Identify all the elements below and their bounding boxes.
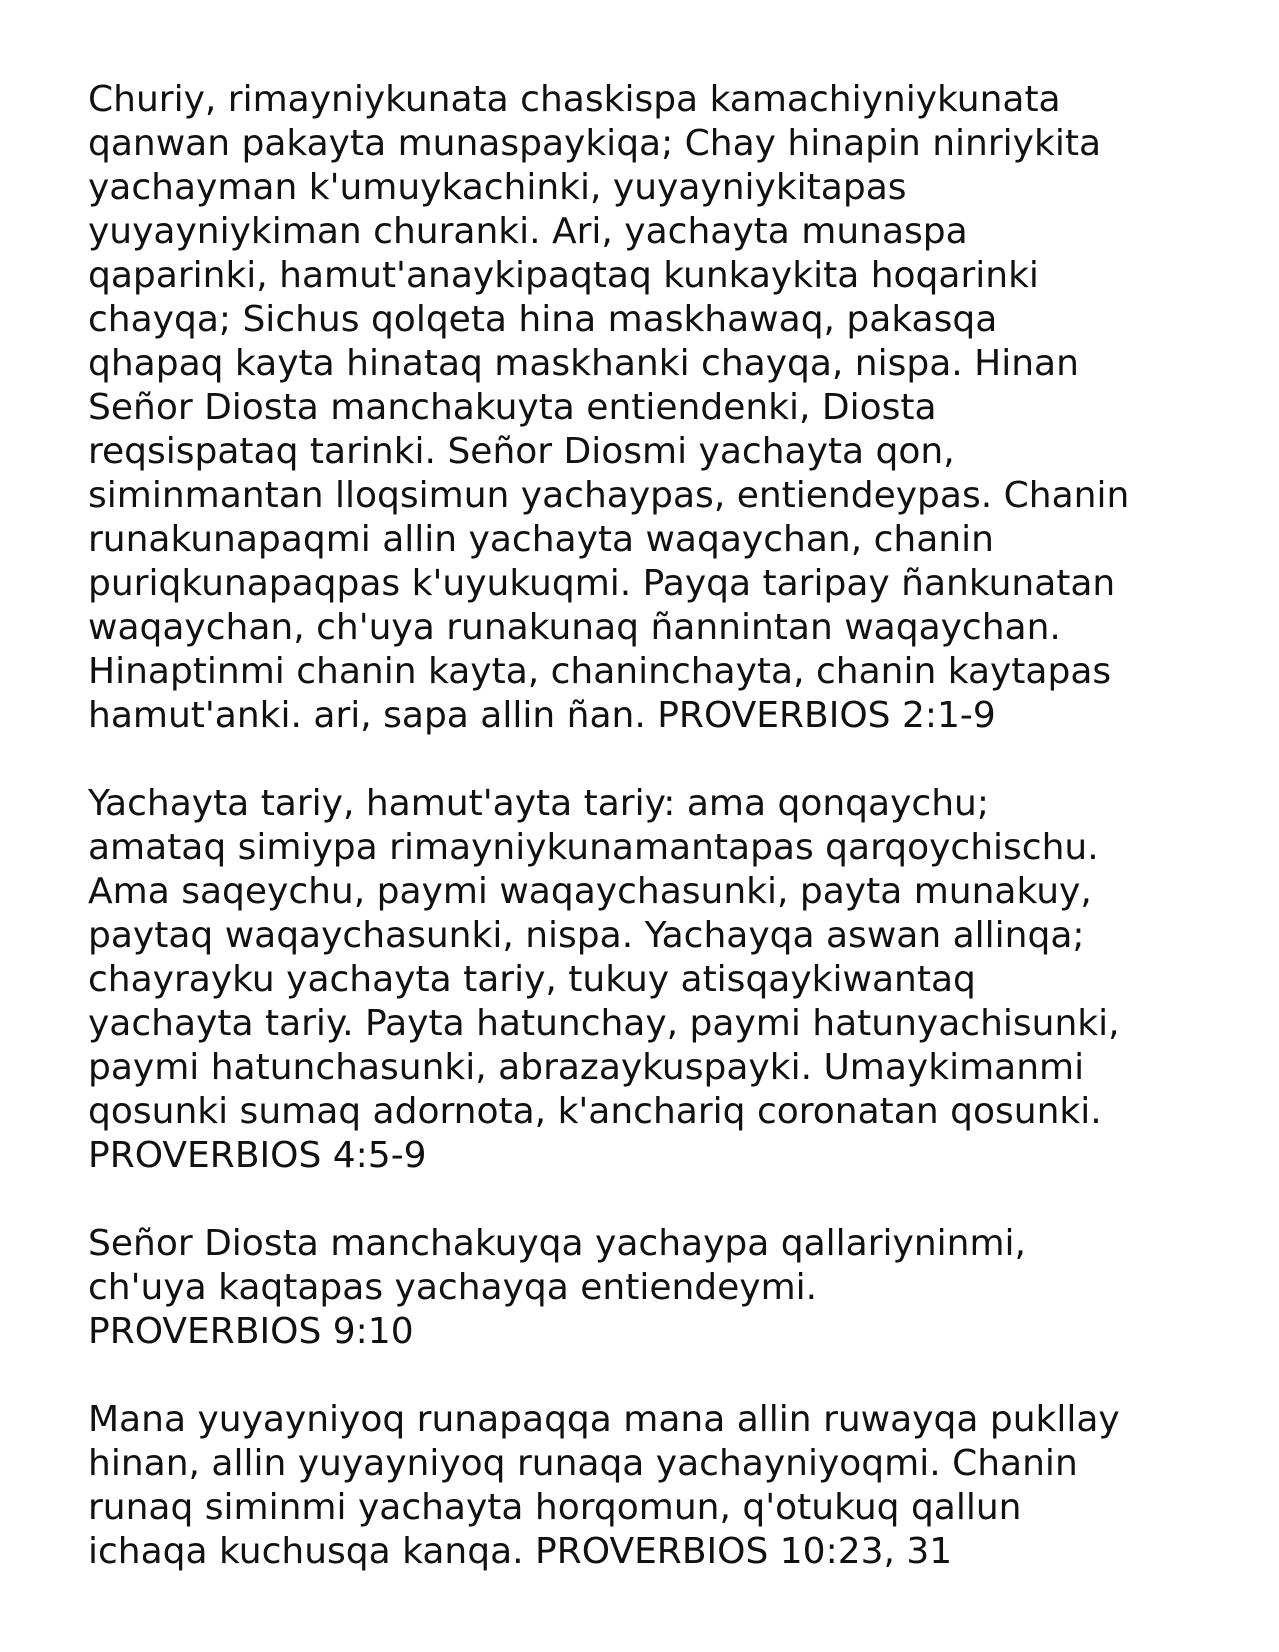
text-line: yachayman k'umuykachinki, yuyayniykitapas <box>88 167 907 208</box>
text-line: amataq simiypa rimayniykunamantapas qarqoychischu. <box>88 827 1099 868</box>
paragraph-gap <box>88 738 1268 782</box>
text-line: yuyayniykiman churanki. Ari, yachayta munaspa <box>88 211 968 252</box>
text-line: PROVERBIOS 9:10 <box>88 1311 414 1352</box>
text-line: ch'uya kaqtapas yachayqa entiendeymi. <box>88 1267 818 1308</box>
passage-proverbios-2 <box>88 78 1268 738</box>
text-line: runakunapaqmi allin yachayta waqaychan, chanin <box>88 519 994 560</box>
document-page <box>88 78 1268 1574</box>
text-line: reqsispataq tarinki. Señor Diosmi yachayta qon, <box>88 431 955 472</box>
passage-proverbios-4 <box>88 782 1268 1178</box>
text-line: Señor Diosta manchakuyta entiendenki, Diosta <box>88 387 937 428</box>
passage-proverbios-9 <box>88 1222 1268 1354</box>
text-line: hamut'anki. ari, sapa allin ñan. PROVERBIOS 2:1-9 <box>88 695 996 736</box>
text-line: ichaqa kuchusqa kanqa. PROVERBIOS 10:23, 31 <box>88 1531 953 1572</box>
text-line: chayqa; Sichus qolqeta hina maskhawaq, pakasqa <box>88 299 998 340</box>
text-line: qanwan pakayta munaspaykiqa; Chay hinapin ninriykita <box>88 123 1102 164</box>
text-line: qosunki sumaq adornota, k'anchariq coronatan qosunki. <box>88 1091 1102 1132</box>
passage-proverbios-10 <box>88 1398 1268 1574</box>
text-line: Señor Diosta manchakuyqa yachaypa qallariyninmi, <box>88 1223 1026 1264</box>
text-line: paymi hatunchasunki, abrazaykuspayki. Umaykimanmi <box>88 1047 1085 1088</box>
text-line: Mana yuyayniyoq runapaqqa mana allin ruwayqa pukllay <box>88 1399 1120 1440</box>
text-line: PROVERBIOS 4:5-9 <box>88 1135 427 1176</box>
text-line: siminmantan lloqsimun yachaypas, entiendeypas. Chanin <box>88 475 1130 516</box>
paragraph-gap <box>88 1354 1268 1398</box>
text-line: runaq siminmi yachayta horqomun, q'otukuq qallun <box>88 1487 1022 1528</box>
text-line: hinan, allin yuyayniyoq runaqa yachayniyoqmi. Chanin <box>88 1443 1078 1484</box>
text-line: Churiy, rimayniykunata chaskispa kamachiyniykunata <box>88 79 1061 120</box>
text-line: qhapaq kayta hinataq maskhanki chayqa, nispa. Hinan <box>88 343 1079 384</box>
text-line: paytaq waqaychasunki, nispa. Yachayqa aswan allinqa; <box>88 915 1085 956</box>
text-line: Hinaptinmi chanin kayta, chaninchayta, chanin kaytapas <box>88 651 1112 692</box>
text-line: qaparinki, hamut'anaykipaqtaq kunkaykita hoqarinki <box>88 255 1039 296</box>
text-line: waqaychan, ch'uya runakunaq ñannintan waqaychan. <box>88 607 1061 648</box>
text-line: Ama saqeychu, paymi waqaychasunki, payta munakuy, <box>88 871 1092 912</box>
text-line: Yachayta tariy, hamut'ayta tariy: ama qonqaychu; <box>88 783 989 824</box>
text-line: chayrayku yachayta tariy, tukuy atisqaykiwantaq <box>88 959 976 1000</box>
text-line: yachayta tariy. Payta hatunchay, paymi hatunyachisunki, <box>88 1003 1120 1044</box>
paragraph-gap <box>88 1178 1268 1222</box>
text-line: puriqkunapaqpas k'uyukuqmi. Payqa taripay ñankunatan <box>88 563 1116 604</box>
